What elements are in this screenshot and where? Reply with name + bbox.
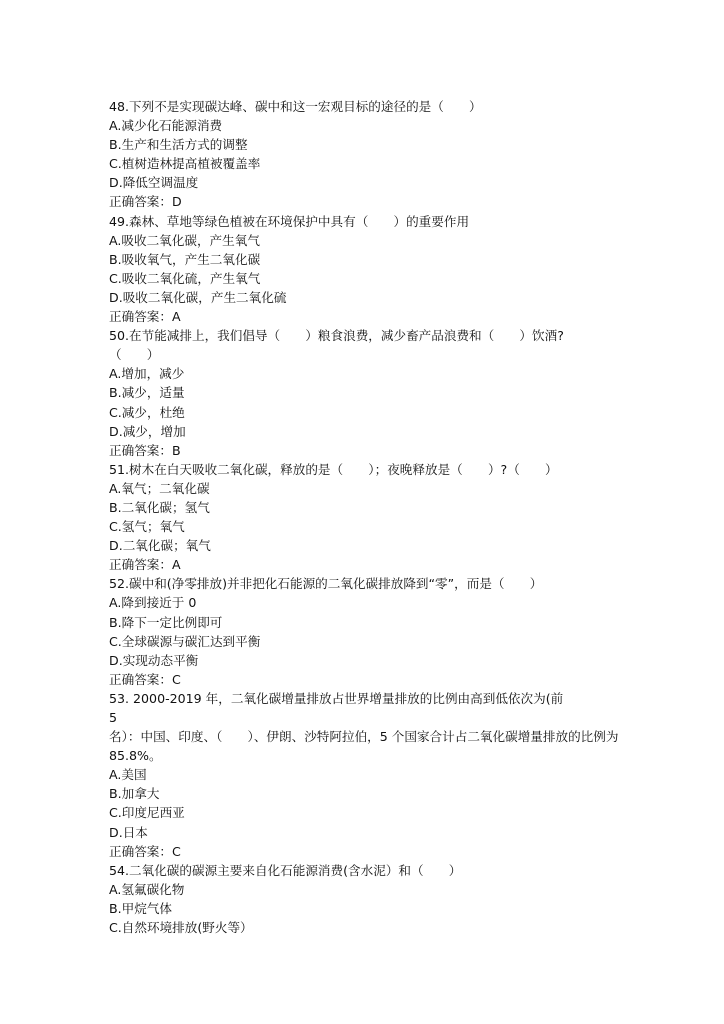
option-c: C.氢气；氧气 [109, 519, 185, 535]
question-48 [109, 97, 624, 212]
question-stem: 50.在节能减排上，我们倡导（ ）粮食浪费，减少畜产品浪费和（ ）饮酒? [109, 328, 564, 344]
option-d: D.实现动态平衡 [109, 652, 199, 668]
option-b: B.甲烷气体 [109, 900, 173, 916]
document-body [109, 97, 624, 937]
option-b: B.生产和生活方式的调整 [109, 137, 248, 153]
question-stem: 53. 2000-2019 年，二氧化碳增量排放占世界增量排放的比例由高到低依次为(前 [109, 690, 564, 706]
option-a: A.增加，减少 [109, 366, 185, 382]
question-stem-continued: （ ） [109, 347, 160, 363]
question-51 [109, 460, 624, 575]
option-b: B.二氧化碳；氢气 [109, 499, 210, 515]
option-a: A.降到接近于 0 [109, 595, 197, 611]
question-stem: 49.森林、草地等绿色植被在环境保护中具有（ ）的重要作用 [109, 213, 470, 229]
option-c: C.印度尼西亚 [109, 805, 185, 821]
option-b: B.降下一定比例即可 [109, 614, 223, 630]
option-d: D.减少，增加 [109, 423, 186, 439]
option-d: D.日本 [109, 824, 148, 840]
option-a: A.减少化石能源消费 [109, 118, 223, 134]
option-b: B.加拿大 [109, 786, 160, 802]
question-stem: 52.碳中和(净零排放)并非把化石能源的二氧化碳排放降到“零”，而是（ ） [109, 576, 543, 592]
correct-answer: 正确答案：B [109, 442, 181, 458]
correct-answer: 正确答案：A [109, 557, 181, 573]
question-stem-continued: 名）：中国、印度、（ ）、伊朗、沙特阿拉伯，5 个国家合计占二氧化碳增量排放的比例为 85.8%。 [109, 729, 619, 764]
option-d: D.吸收二氧化碳，产生二氧化硫 [109, 289, 287, 305]
option-c: C.全球碳源与碳汇达到平衡 [109, 633, 261, 649]
correct-answer: 正确答案：A [109, 309, 181, 325]
question-stem: 48.下列不是实现碳达峰、碳中和这一宏观目标的途径的是（ ） [109, 99, 482, 114]
option-c: C.吸收二氧化硫，产生氧气 [109, 270, 261, 286]
option-c: C.植树造林提高植被覆盖率 [109, 156, 261, 172]
question-52 [109, 574, 624, 689]
question-stem: 51.树木在白天吸收二氧化碳，释放的是（ ）；夜晚释放是（ ）?（ ） [109, 461, 558, 477]
option-a: A.氢氟碳化物 [109, 881, 185, 897]
option-c: C.自然环境排放(野火等） [109, 920, 253, 936]
option-a: A.氧气；二氧化碳 [109, 480, 210, 496]
question-stem: 54.二氧化碳的碳源主要来自化石能源消费(含水泥）和（ ） [109, 862, 462, 878]
option-d: D.二氧化碳；氧气 [109, 538, 211, 554]
question-49 [109, 212, 624, 327]
correct-answer: 正确答案：D [109, 194, 182, 210]
correct-answer: 正确答案：C [109, 671, 181, 687]
question-54 [109, 861, 624, 937]
question-50 [109, 326, 624, 460]
question-stem-continued: 5 [109, 710, 118, 725]
option-d: D.降低空调温度 [109, 175, 199, 191]
correct-answer: 正确答案：C [109, 843, 181, 859]
option-b: B.吸收氧气，产生二氧化碳 [109, 251, 261, 267]
option-a: A.美国 [109, 767, 147, 783]
option-a: A.吸收二氧化碳，产生氧气 [109, 232, 260, 248]
option-c: C.减少，杜绝 [109, 404, 185, 420]
question-53 [109, 689, 624, 861]
option-b: B.减少，适量 [109, 385, 185, 401]
